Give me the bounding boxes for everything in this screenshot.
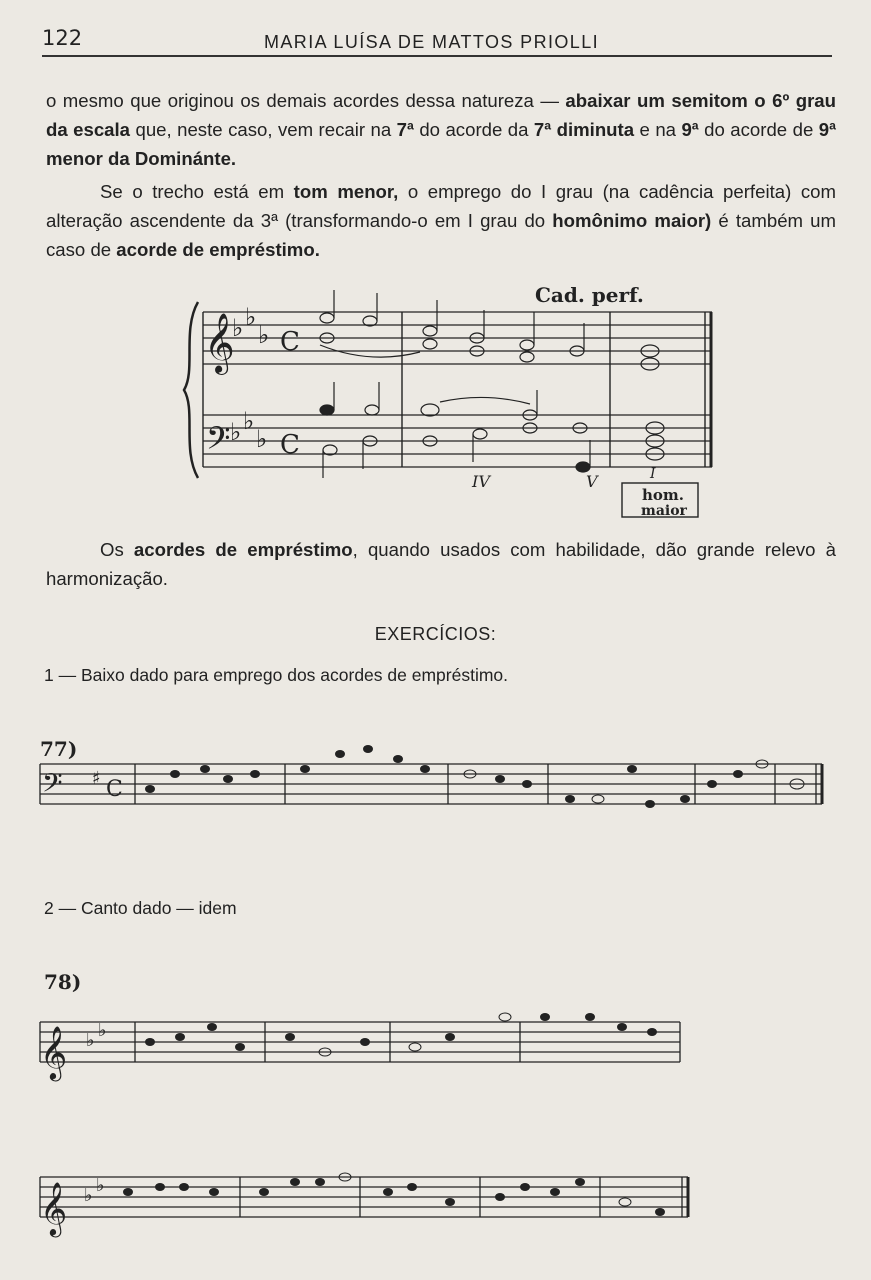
text: que, neste caso, vem recair na bbox=[130, 119, 397, 140]
exercise-77-staff bbox=[40, 764, 822, 804]
exercise-78-notes-2 bbox=[123, 1173, 665, 1216]
running-title: MARIA LUÍSA DE MATTOS PRIOLLI bbox=[264, 32, 600, 52]
cadence-label: Cad. perf. bbox=[535, 283, 644, 307]
svg-text:♭: ♭ bbox=[243, 407, 255, 435]
tie bbox=[440, 397, 530, 404]
text: , quando usados com habilidade, dão grande relevo à harmonização. bbox=[46, 539, 836, 589]
text: é também um caso de bbox=[46, 210, 836, 260]
paragraph-2 bbox=[46, 177, 836, 264]
degree-iv: IV bbox=[472, 472, 490, 491]
bold-text: 9ª bbox=[681, 119, 699, 140]
bass-staff bbox=[203, 415, 712, 467]
exercise-2-heading: 2 — Canto dado — idem bbox=[44, 898, 237, 918]
box-line-2: maior bbox=[641, 503, 687, 519]
box-line-1: hom. bbox=[642, 486, 685, 504]
bold-text: acordes de empréstimo bbox=[133, 539, 353, 560]
bold-text: 7ª bbox=[396, 119, 414, 140]
text: e na bbox=[634, 119, 682, 140]
text: do acorde da bbox=[413, 119, 534, 140]
page-number: 122 bbox=[42, 26, 83, 50]
paragraph-3 bbox=[46, 535, 836, 593]
bold-text: 9ª menor da Dominánte. bbox=[46, 119, 836, 169]
bold-text: abaixar um semitom o 6º grau da escala bbox=[46, 90, 837, 140]
exercise-1-heading: 1 — Baixo dado para emprego dos acordes de empréstimo. bbox=[44, 665, 509, 685]
svg-text:♭: ♭ bbox=[84, 1185, 93, 1206]
svg-text:♭: ♭ bbox=[98, 1020, 107, 1041]
bold-text: acorde de empréstimo. bbox=[116, 239, 320, 260]
exercise-78-staff-2 bbox=[40, 1177, 688, 1217]
svg-text:♭: ♭ bbox=[230, 418, 242, 446]
time-signature-c bbox=[280, 327, 300, 460]
text: Os bbox=[100, 539, 134, 560]
bass-clef-icon: 𝄢 bbox=[42, 767, 63, 805]
degree-i: I bbox=[650, 466, 656, 482]
paragraph-1 bbox=[46, 86, 836, 173]
barlines bbox=[203, 312, 711, 467]
treble-clef-icon: 𝄞 bbox=[40, 1025, 68, 1079]
exercise-78-notes-1 bbox=[145, 1013, 657, 1056]
exercise-78-staff-1 bbox=[40, 1022, 680, 1062]
brace-icon bbox=[184, 302, 198, 478]
tie bbox=[320, 345, 420, 357]
svg-text:♭: ♭ bbox=[96, 1175, 105, 1196]
page-header bbox=[42, 26, 832, 60]
key-signature-flats bbox=[84, 1175, 105, 1206]
text: Se o trecho está em bbox=[100, 181, 294, 202]
text: o emprego do I grau (na cadência perfeita) com alteração ascendente da 3ª (transformando-o em I grau do bbox=[46, 181, 836, 231]
bold-text: homônimo maior) bbox=[552, 210, 712, 231]
header-rule bbox=[42, 55, 832, 57]
sharp-key-signature: ♯ bbox=[92, 768, 101, 789]
svg-text:♭: ♭ bbox=[232, 314, 244, 342]
svg-text:♭: ♭ bbox=[86, 1030, 95, 1051]
treble-clef-icon: 𝄞 bbox=[204, 313, 235, 373]
svg-text:C: C bbox=[280, 430, 300, 460]
text: o mesmo que originou os demais acordes dessa natureza — bbox=[46, 90, 566, 111]
exercises-title: EXERCÍCIOS: bbox=[374, 624, 497, 644]
exercise-77-notes bbox=[145, 745, 804, 808]
svg-text:♭: ♭ bbox=[258, 321, 270, 349]
key-signature-flats bbox=[230, 303, 269, 453]
bold-text: tom menor, bbox=[293, 181, 399, 202]
exercise-number-78: 78) bbox=[44, 970, 82, 994]
svg-text:♭: ♭ bbox=[245, 303, 257, 331]
svg-text:C: C bbox=[280, 327, 300, 357]
treble-clef-icon: 𝄞 bbox=[40, 1181, 68, 1235]
time-signature-c: C bbox=[106, 777, 123, 802]
svg-text:♭: ♭ bbox=[256, 425, 268, 453]
bold-text: 7ª diminuta bbox=[533, 119, 635, 140]
chord-notes bbox=[320, 313, 664, 472]
text: do acorde de bbox=[698, 119, 819, 140]
stems bbox=[323, 290, 590, 478]
homonym-major-box bbox=[622, 483, 698, 517]
treble-staff bbox=[203, 312, 712, 364]
exercise-number-77: 77) bbox=[40, 737, 78, 761]
degree-v: V bbox=[586, 472, 598, 491]
key-signature-flats bbox=[86, 1020, 107, 1051]
bass-clef-icon: 𝄢 bbox=[206, 420, 231, 464]
